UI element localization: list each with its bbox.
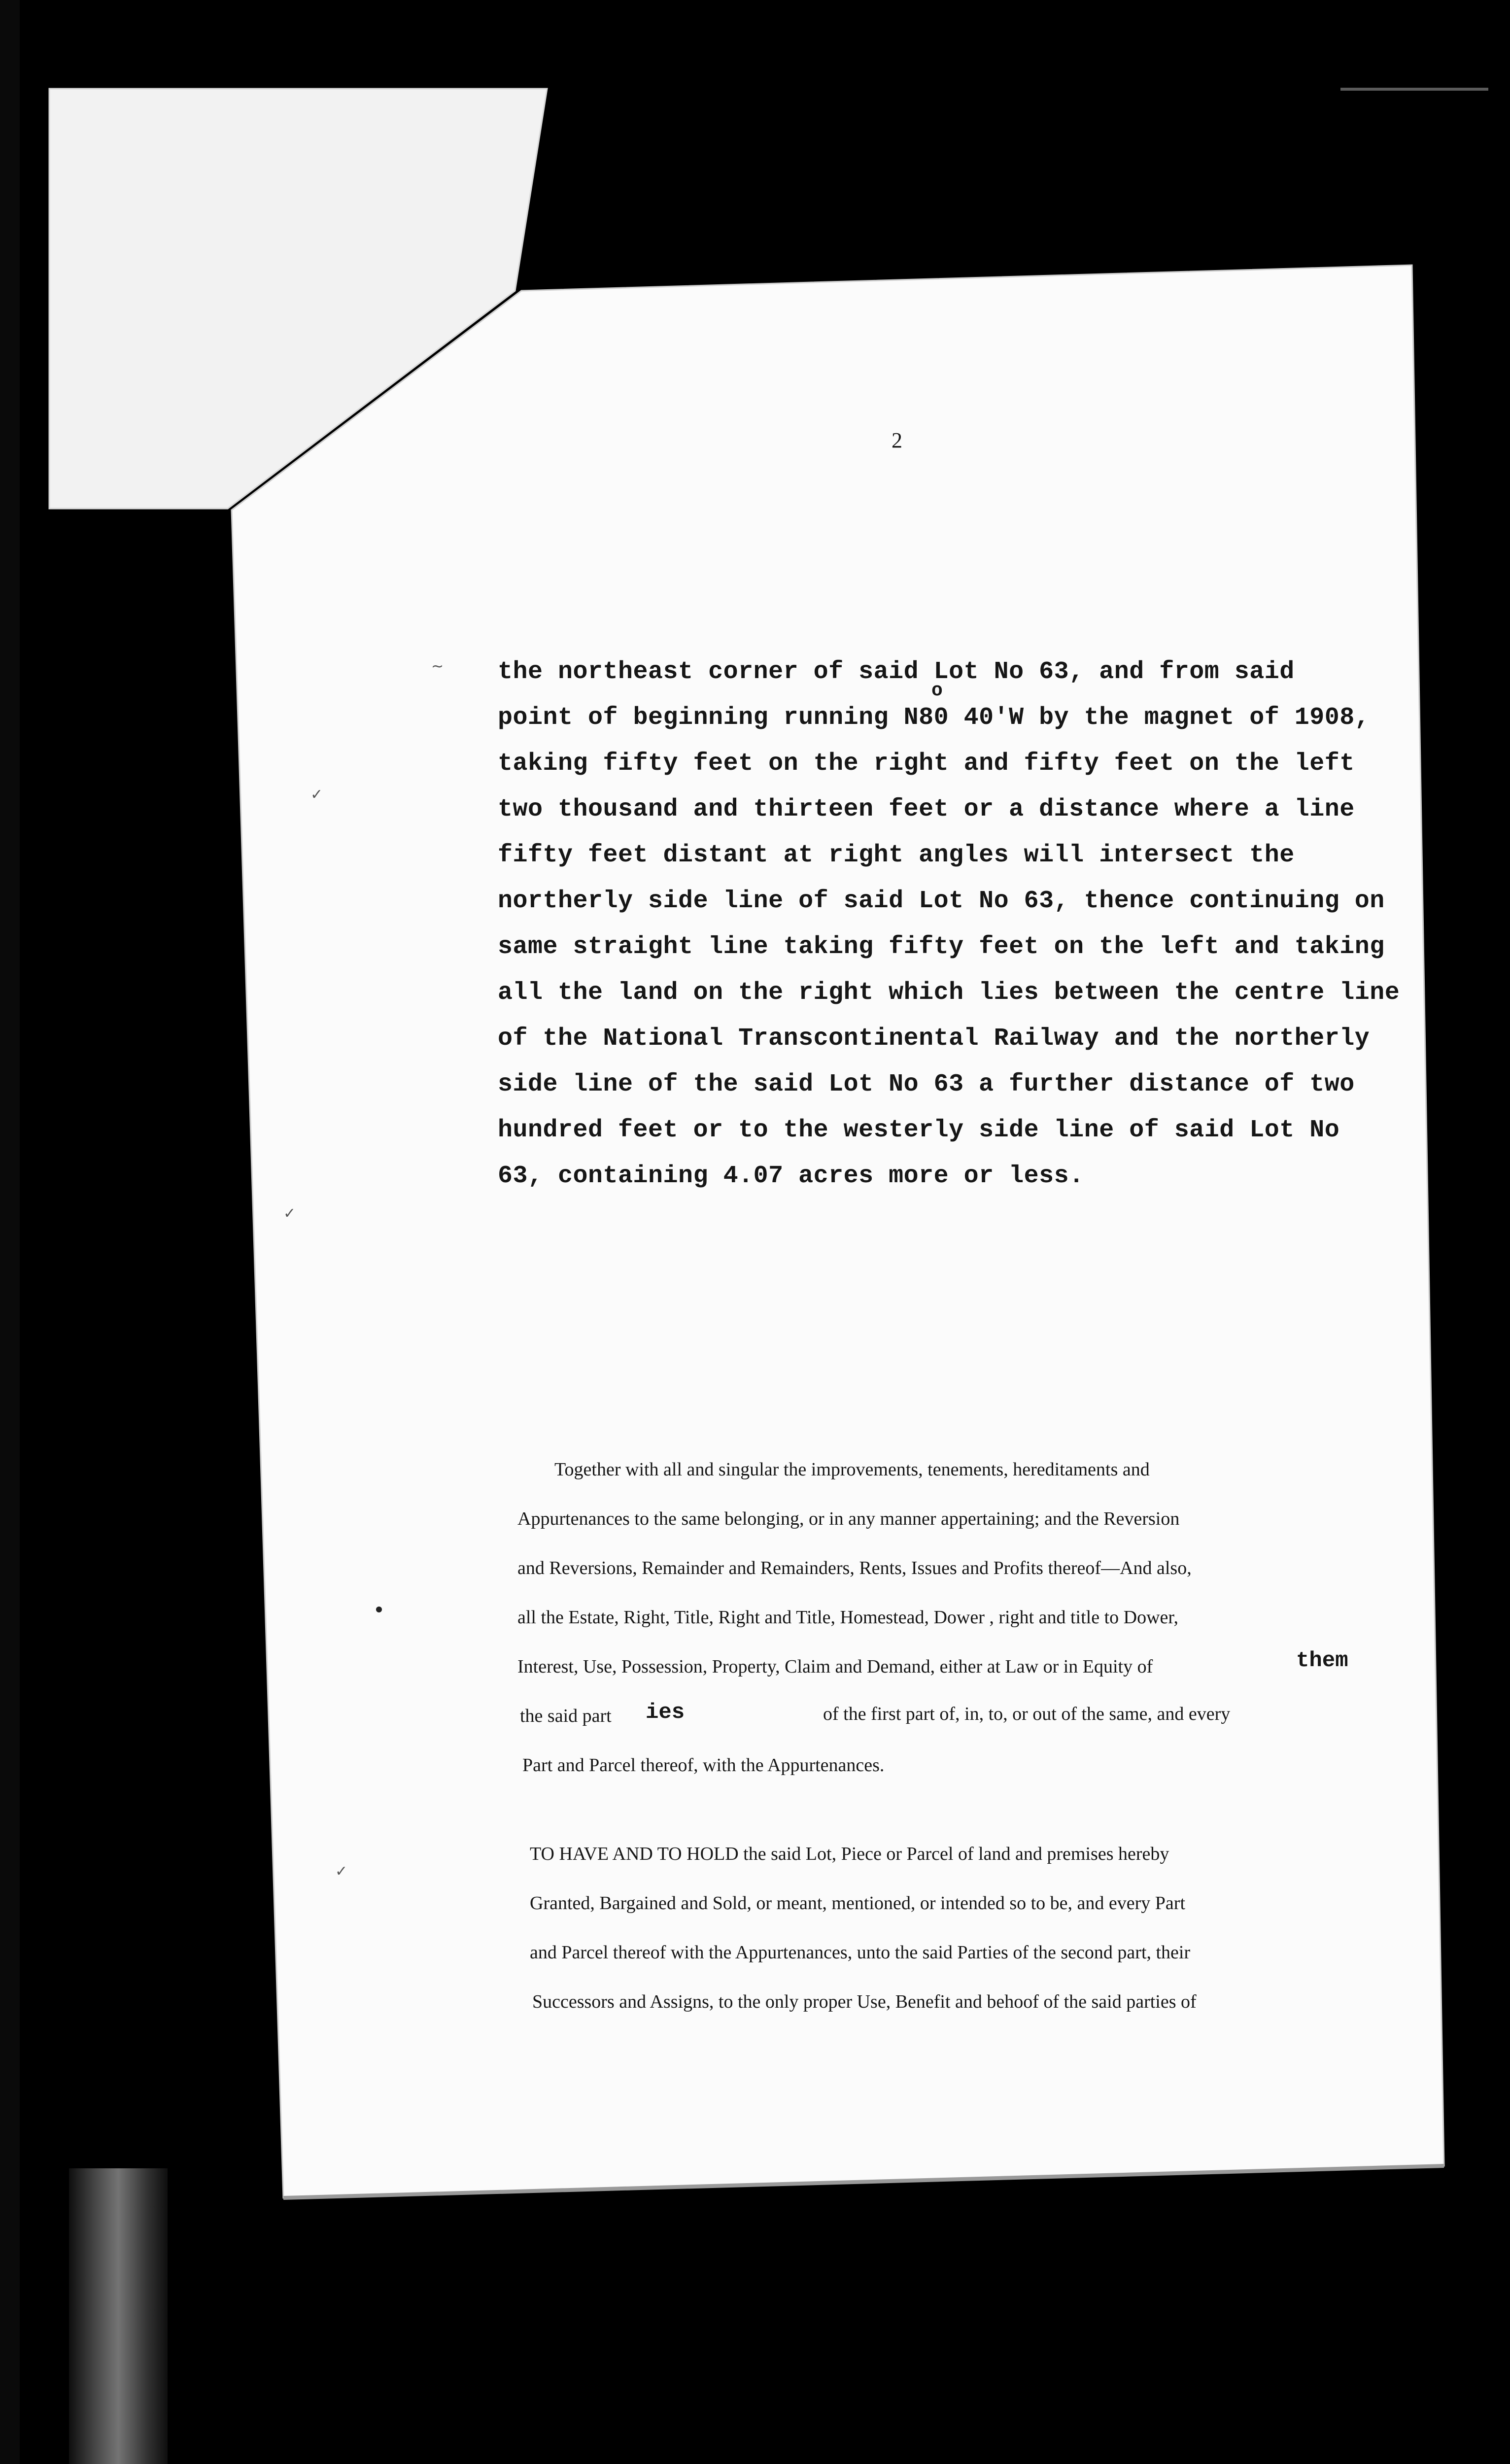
habendum-clause-line: Granted, Bargained and Sold, or meant, mentioned, or intended so to be, and every Part [530,1893,1185,1914]
typed-line: 63, containing 4.07 acres more or less. [498,1162,1084,1190]
together-clause-line: of the first part of, in, to, or out of the same, and every [823,1704,1231,1724]
typed-line: hundred feet or to the westerly side line of said Lot No [498,1116,1340,1144]
filled-party-pronoun: them [1296,1648,1348,1673]
habendum-clause-line: Successors and Assigns, to the only proper Use, Benefit and behoof of the said parties of [532,1991,1197,2012]
typed-line: the northeast corner of said Lot No 63, and from said [498,658,1295,686]
together-clause-line: Part and Parcel thereof, with the Appurtenances. [522,1755,885,1776]
degree-mark: o [931,680,943,701]
margin-mark: ~ [431,658,444,675]
margin-check: ✓ [335,1863,348,1880]
together-clause-line: Together with all and singular the improvements, tenements, hereditaments and [554,1459,1150,1480]
typed-line: same straight line taking fifty feet on the left and taking [498,933,1385,961]
habendum-clause-line: and Parcel thereof with the Appurtenances, unto the said Parties of the second part, their [530,1942,1191,1963]
margin-check: ✓ [283,1205,296,1222]
margin-check: ✓ [310,786,323,803]
typed-line: side line of the said Lot No 63 a further distance of two [498,1070,1355,1098]
margin-dot [376,1607,382,1612]
habendum-clause-line: TO HAVE AND TO HOLD the said Lot, Piece or Parcel of land and premises hereby [530,1844,1169,1864]
typed-line: all the land on the right which lies between the centre line [498,979,1400,1007]
typed-line: two thousand and thirteen feet or a distance where a line [498,795,1355,823]
together-clause-line: Interest, Use, Possession, Property, Claim and Demand, either at Law or in Equity of [517,1656,1153,1677]
typed-line: fifty feet distant at right angles will intersect the [498,841,1295,869]
together-clause-line: the said part [520,1706,612,1726]
typed-line: northerly side line of said Lot No 63, thence continuing on [498,887,1385,915]
typed-line: of the National Transcontinental Railway and the northerly [498,1025,1370,1053]
filled-plural-suffix: ies [646,1700,685,1725]
page-number: 2 [892,428,902,452]
typed-line: taking fifty feet on the right and fifty feet on the left [498,750,1355,778]
typed-line: point of beginning running N80 40'W by the magnet of 1908, [498,704,1370,732]
together-clause-line: Appurtenances to the same belonging, or in any manner appertaining; and the Reversion [517,1508,1180,1529]
together-clause-line: all the Estate, Right, Title, Right and Title, Homestead, Dower , right and title to Dower, [517,1607,1179,1628]
together-clause-line: and Reversions, Remainder and Remainders, Rents, Issues and Profits thereof—And also, [517,1558,1192,1578]
